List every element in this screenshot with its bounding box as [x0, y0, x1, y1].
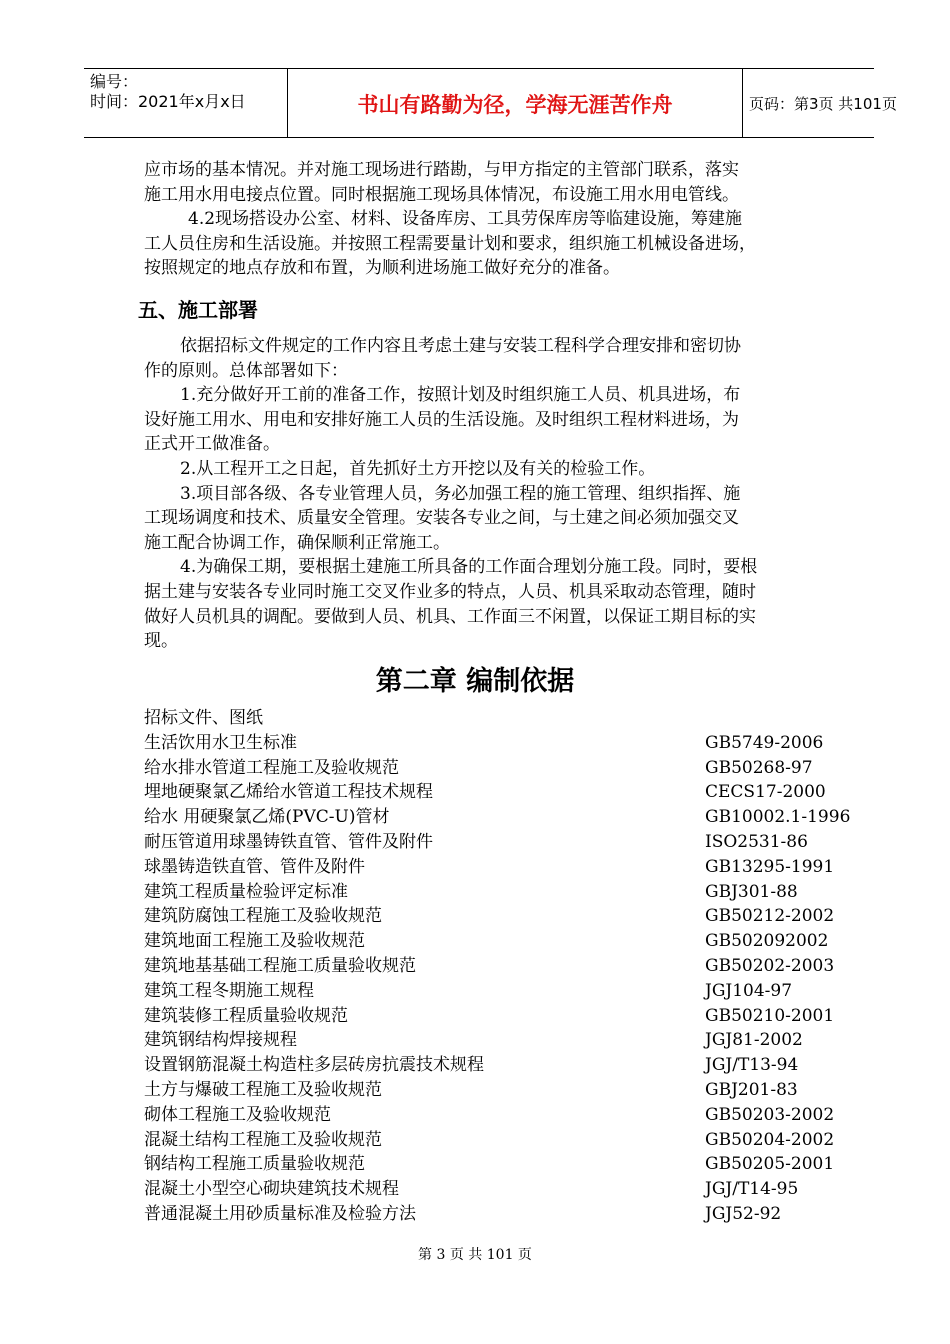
section-line: 4.为确保工期，要根据土建施工所具备的工作面合理划分施工段。同时，要根 — [180, 557, 758, 578]
reference-row — [144, 979, 864, 1004]
section-line: 依据招标文件规定的工作内容且考虑土建与安装工程科学合理安排和密切协 — [180, 336, 741, 356]
section-line: 施工配合协调工作，确保顺利正常施工。 — [144, 532, 450, 553]
reference-code: GB50210-2001 — [705, 1005, 835, 1026]
reference-code: JGJ81-2002 — [705, 1030, 803, 1051]
intro-line: 工人员住房和生活设施。并按照工程需要量计划和要求，组织施工机械设备进场， — [144, 233, 756, 254]
reference-row — [144, 1152, 864, 1177]
reference-code: CECS17-2000 — [705, 782, 826, 803]
reference-code: GB50212-2002 — [705, 906, 835, 927]
reference-row — [144, 1103, 864, 1128]
reference-code: GBJ201-83 — [705, 1079, 798, 1100]
reference-name: 建筑防腐蚀工程施工及验收规范 — [144, 906, 382, 927]
reference-row — [144, 1028, 864, 1053]
reference-code: GB50202-2003 — [705, 955, 835, 976]
page-header — [84, 68, 897, 138]
reference-row — [144, 1053, 864, 1078]
header-page-code: 页码：第3页 共101页 — [749, 95, 897, 113]
reference-name: 建筑工程质量检验评定标准 — [144, 881, 348, 902]
reference-list — [144, 706, 864, 1227]
intro-line: 4.2现场搭设办公室、材料、设备库房、工具劳保库房等临建设施，筹建施 — [188, 209, 743, 230]
reference-code: GB502092002 — [705, 931, 829, 952]
reference-code: GB50205-2001 — [705, 1154, 835, 1175]
reference-name: 招标文件、图纸 — [144, 708, 263, 728]
reference-row — [144, 855, 864, 880]
header-motto: 书山有路勤为径，学海无涯苦作舟 — [357, 93, 673, 117]
reference-code: JGJ/T13-94 — [705, 1055, 799, 1076]
reference-name: 砌体工程施工及验收规范 — [144, 1104, 331, 1125]
reference-name: 建筑装修工程质量验收规范 — [144, 1005, 348, 1026]
reference-name: 普通混凝土用砂质量标准及检验方法 — [144, 1203, 416, 1224]
page-footer: 第 3 页 共 101 页 — [418, 1247, 532, 1263]
section-line: 3.项目部各级、各专业管理人员，务必加强工程的施工管理、组织指挥、施 — [180, 483, 741, 504]
reference-row — [144, 1078, 864, 1103]
reference-row — [144, 929, 864, 954]
section-line: 作的原则。总体部署如下： — [144, 360, 348, 381]
reference-code: ISO2531-86 — [705, 831, 808, 852]
reference-name: 埋地硬聚氯乙烯给水管道工程技术规程 — [144, 782, 433, 803]
reference-code: GB50204-2002 — [705, 1129, 835, 1150]
header-page-cell — [743, 69, 897, 137]
intro-line: 按照规定的地点存放和布置，为顺利进场施工做好充分的准备。 — [144, 258, 620, 279]
reference-code: JGJ/T14-95 — [705, 1179, 799, 1200]
intro-line: 应市场的基本情况。并对施工现场进行踏勘，与甲方指定的主管部门联系，落实 — [144, 160, 739, 180]
section-line: 1.充分做好开工前的准备工作，按照计划及时组织施工人员、机具进场，布 — [180, 385, 741, 406]
reference-row — [144, 1177, 864, 1202]
reference-name: 建筑地面工程施工及验收规范 — [144, 931, 365, 952]
intro-line: 施工用水用电接点位置。同时根据施工现场具体情况，布设施工用水用电管线。 — [144, 184, 739, 205]
reference-name: 钢结构工程施工质量验收规范 — [144, 1154, 365, 1175]
reference-code: GB13295-1991 — [705, 856, 835, 877]
reference-row — [144, 780, 864, 805]
reference-row — [144, 805, 864, 830]
reference-code: GB50203-2002 — [705, 1104, 835, 1125]
header-meta-cell — [84, 69, 288, 137]
section-line: 现。 — [144, 631, 178, 652]
section-line: 做好人员机具的调配。要做到人员、机具、工作面三不闲置，以保证工期目标的实 — [144, 606, 756, 627]
reference-name: 建筑工程冬期施工规程 — [144, 980, 314, 1001]
section-title: 五、施工部署 — [138, 298, 258, 322]
section-line: 2.从工程开工之日起，首先抓好土方开挖以及有关的检验工作。 — [180, 458, 656, 479]
chapter-title: 第二章 编制依据 — [375, 666, 575, 697]
section-line: 工现场调度和技术、质量安全管理。安装各专业之间，与土建之间必须加强交叉 — [144, 508, 739, 529]
reference-name: 建筑地基基础工程施工质量验收规范 — [144, 955, 416, 976]
reference-code: JGJ104-97 — [705, 980, 793, 1001]
reference-row — [144, 1004, 864, 1029]
reference-row — [144, 1202, 864, 1227]
reference-row — [144, 880, 864, 905]
reference-row — [144, 1128, 864, 1153]
section-line: 正式开工做准备。 — [144, 434, 280, 455]
section-line: 设好施工用水、用电和安排好施工人员的生活设施。及时组织工程材料进场，为 — [144, 409, 739, 430]
reference-name: 土方与爆破工程施工及验收规范 — [144, 1079, 382, 1100]
reference-code: GBJ301-88 — [705, 881, 798, 902]
section-line: 据土建与安装各专业同时施工交叉作业多的特点，人员、机具采取动态管理，随时 — [144, 581, 756, 602]
document-time-label: 时间：2021年x月x日 — [90, 92, 246, 111]
reference-name: 建筑钢结构焊接规程 — [144, 1030, 297, 1051]
intro-paragraphs — [144, 158, 844, 281]
header-motto-cell — [288, 69, 743, 137]
reference-name: 球墨铸造铁直管、管件及附件 — [144, 856, 365, 877]
reference-name: 给水 用硬聚氯乙烯(PVC-U)管材 — [144, 807, 390, 828]
section-paragraphs — [144, 334, 844, 654]
reference-name: 生活饮用水卫生标准 — [144, 732, 297, 753]
reference-name: 设置钢筋混凝土构造柱多层砖房抗震技术规程 — [144, 1055, 484, 1076]
reference-row — [144, 756, 864, 781]
reference-row — [144, 954, 864, 979]
reference-row — [144, 904, 864, 929]
reference-code: GB5749-2006 — [705, 732, 824, 753]
reference-name: 混凝土小型空心砌块建筑技术规程 — [144, 1179, 399, 1200]
reference-row — [144, 706, 864, 731]
reference-row — [144, 830, 864, 855]
reference-row — [144, 731, 864, 756]
reference-code: GB50268-97 — [705, 757, 813, 778]
reference-name: 给水排水管道工程施工及验收规范 — [144, 757, 399, 778]
reference-name: 混凝土结构工程施工及验收规范 — [144, 1129, 382, 1150]
reference-name: 耐压管道用球墨铸铁直管、管件及附件 — [144, 831, 433, 852]
reference-code: GB10002.1-1996 — [705, 807, 851, 828]
document-number-label: 编号： — [90, 72, 139, 91]
reference-code: JGJ52-92 — [705, 1203, 782, 1224]
